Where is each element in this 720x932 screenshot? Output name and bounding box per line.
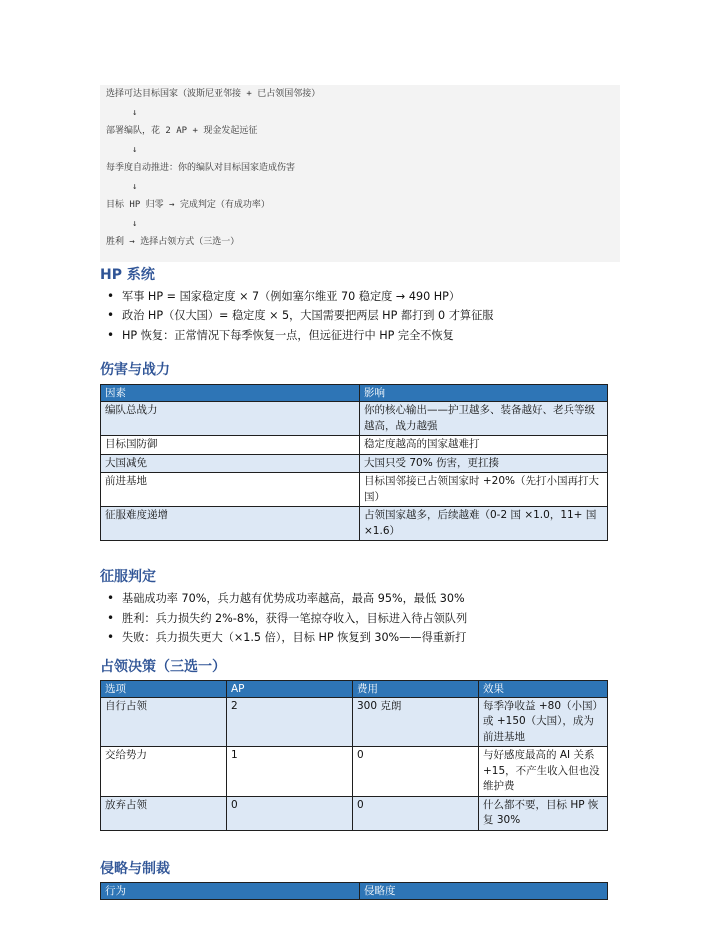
section-heading-aggression: 侵略与制裁 — [100, 860, 170, 877]
aggression-table — [100, 882, 608, 900]
table-header-cell: 影响 — [360, 385, 608, 402]
table-cell: 自行占领 — [101, 697, 227, 747]
flow-arrow: ↓ — [132, 144, 138, 155]
judge-bullet-list — [100, 589, 610, 648]
list-item — [100, 326, 610, 346]
bullet-icon: • — [107, 308, 115, 322]
bullet-text: HP 恢复：正常情况下每季恢复一点，但远征进行中 HP 完全不恢复 — [122, 328, 454, 342]
section-heading-judge: 征服判定 — [100, 569, 156, 585]
flow-code-block — [100, 85, 620, 262]
table-cell: 与好感度最高的 AI 关系 +15，不产生收入但也没维护费 — [479, 747, 608, 797]
damage-table — [100, 384, 608, 541]
table-cell: 交给势力 — [101, 747, 227, 797]
list-item — [100, 589, 610, 609]
table-row — [101, 796, 608, 830]
table-header-cell: AP — [227, 680, 353, 697]
table-row — [101, 436, 608, 455]
table-cell: 前进基地 — [101, 473, 360, 507]
table-header-row — [101, 385, 608, 402]
occupy-table — [100, 680, 608, 831]
bullet-text: 基础成功率 70%，兵力越有优势成功率越高，最高 95%，最低 30% — [122, 592, 465, 605]
table-cell: 0 — [353, 796, 479, 830]
table-cell: 1 — [227, 747, 353, 797]
table-row — [101, 747, 608, 797]
table-cell: 大国减免 — [101, 454, 360, 473]
table-cell: 0 — [353, 747, 479, 797]
section-heading-hp: HP 系统 — [100, 266, 155, 283]
table-row — [101, 454, 608, 473]
table-cell: 大国只受 70% 伤害，更扛揍 — [360, 454, 608, 473]
flow-arrow: ↓ — [132, 181, 138, 192]
table-header-cell: 因素 — [101, 385, 360, 402]
table-cell: 放弃占领 — [101, 796, 227, 830]
table-cell: 征服难度递增 — [101, 507, 360, 541]
table-cell: 你的核心输出——护卫越多、装备越好、老兵等级越高，战力越强 — [360, 402, 608, 436]
table-cell: 每季净收益 +80（小国）或 +150（大国），成为前进基地 — [479, 697, 608, 747]
hp-bullet-list — [100, 287, 610, 346]
flow-step: 目标 HP 归零 → 完成判定（有成功率） — [106, 200, 270, 210]
bullet-icon: • — [107, 327, 115, 342]
bullet-icon: • — [107, 288, 115, 303]
table-cell: 2 — [227, 697, 353, 747]
flow-step: 选择可达目标国家（波斯尼亚邻接 + 已占领国邻接） — [106, 89, 321, 99]
flow-step: 胜利 → 选择占领方式（三选一） — [106, 237, 240, 247]
bullet-icon: • — [107, 610, 115, 625]
table-cell: 目标国防御 — [101, 436, 360, 455]
list-item — [100, 609, 610, 629]
table-header-cell: 费用 — [353, 680, 479, 697]
flow-step: 部署编队，花 2 AP + 现金发起远征 — [106, 126, 258, 136]
bullet-text: 军事 HP = 国家稳定度 × 7（例如塞尔维亚 70 稳定度 → 490 HP） — [122, 289, 461, 303]
table-header-cell: 效果 — [479, 680, 608, 697]
bullet-icon: • — [107, 591, 115, 605]
table-header-row — [101, 680, 608, 697]
table-cell: 0 — [227, 796, 353, 830]
table-header-cell: 行为 — [101, 882, 360, 899]
table-header-cell: 侵略度 — [360, 882, 608, 899]
list-item — [100, 306, 610, 326]
flow-arrow: ↓ — [132, 107, 138, 118]
table-cell: 300 克朗 — [353, 697, 479, 747]
table-header-row — [101, 882, 608, 899]
section-heading-damage: 伤害与战力 — [100, 362, 170, 378]
bullet-text: 政治 HP（仅大国）= 稳定度 × 5，大国需要把两层 HP 都打到 0 才算征服 — [122, 309, 494, 322]
document-page — [100, 85, 610, 900]
table-cell: 目标国邻接已占领国家时 +20%（先打小国再打大国） — [360, 473, 608, 507]
bullet-icon: • — [107, 630, 115, 644]
table-cell: 编队总战力 — [101, 402, 360, 436]
list-item — [100, 287, 610, 307]
table-cell: 占领国家越多，后续越难（0-2 国 ×1.0，11+ 国 ×1.6） — [360, 507, 608, 541]
table-row — [101, 507, 608, 541]
flow-arrow: ↓ — [132, 218, 138, 229]
table-header-cell: 选项 — [101, 680, 227, 697]
bullet-text: 失败：兵力损失更大（×1.5 倍），目标 HP 恢复到 30%——得重新打 — [122, 631, 467, 644]
table-row — [101, 473, 608, 507]
bullet-text: 胜利：兵力损失约 2%-8%，获得一笔掠夺收入，目标进入待占领队列 — [122, 611, 468, 625]
table-row — [101, 697, 608, 747]
section-heading-occupy: 占领决策（三选一） — [100, 658, 226, 675]
flow-step: 每季度自动推进：你的编队对目标国家造成伤害 — [106, 163, 296, 173]
table-cell: 什么都不要，目标 HP 恢复 30% — [479, 796, 608, 830]
list-item — [100, 628, 610, 648]
table-row — [101, 402, 608, 436]
table-cell: 稳定度越高的国家越难打 — [360, 436, 608, 455]
